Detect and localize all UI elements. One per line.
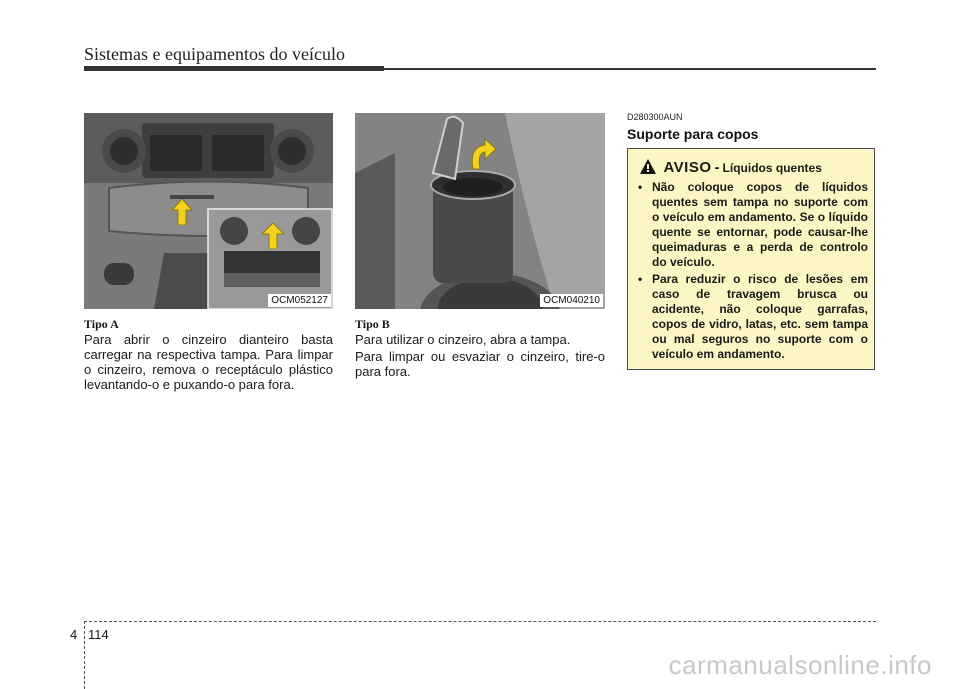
footer-rule [84, 621, 876, 622]
warning-label: AVISO [663, 159, 712, 176]
section-code: D280300AUN [627, 112, 683, 122]
bullet: • [638, 180, 643, 194]
image-code: OCM040210 [540, 294, 603, 307]
photo-tipo-a-illustration [84, 113, 333, 309]
warning-box [627, 148, 875, 370]
warning-list [638, 180, 868, 364]
warning-item-text: Não coloque copos de líquidos quentes sem tampa no suporte com o veículo em andamento. Se o líquido quente se entornar, pode causar-lhe queimaduras e a perda de controlo do veículo. [652, 180, 868, 269]
watermark: carmanualsonline.info [668, 650, 932, 680]
header-title: Sistemas e equipamentos do veículo [84, 44, 345, 64]
warning-item-text: Para reduzir o risco de lesões em caso de travagem brusca ou acidente, não coloque garrafas, copos de vidro, latas, etc. sem tampa ou mal seguros no suporte com o veículo em andamento. [652, 272, 868, 361]
page-number: 114 [88, 627, 109, 642]
section-title: Suporte para copos [627, 126, 759, 142]
tipo-b-paragraph-1: Para utilizar o cinzeiro, abra a tampa. [355, 332, 571, 347]
photo-tipo-a [84, 113, 333, 309]
footer-divider [84, 621, 85, 689]
tipo-b-paragraph-2: Para limpar ou esvaziar o cinzeiro, tire-o para fora. [355, 349, 605, 379]
caption-tipo-b: Tipo B [355, 317, 390, 331]
warning-triangle-icon [640, 159, 656, 174]
caption-tipo-a: Tipo A [84, 317, 119, 331]
image-code: OCM052127 [268, 294, 331, 307]
warning-item [638, 180, 868, 270]
photo-tipo-b [355, 113, 605, 309]
header-rule-thick [84, 66, 384, 71]
arrow-up-icon [172, 199, 192, 225]
arrow-up-icon [262, 223, 284, 249]
warning-subtitle: Líquidos quentes [722, 161, 822, 175]
curved-arrow-icon [467, 135, 497, 171]
chapter-number: 4 [70, 627, 78, 642]
bullet: • [638, 272, 643, 286]
warning-heading [640, 159, 822, 177]
header-rule-thin [384, 68, 876, 70]
warning-item [638, 272, 868, 362]
warning-separator: - [714, 159, 720, 176]
tipo-a-description: Para abrir o cinzeiro dianteiro basta carregar na respectiva tampa. Para limpar o cinzeiro, remova o receptáculo plástico levantando-o e puxando-o para fora. [84, 332, 333, 392]
